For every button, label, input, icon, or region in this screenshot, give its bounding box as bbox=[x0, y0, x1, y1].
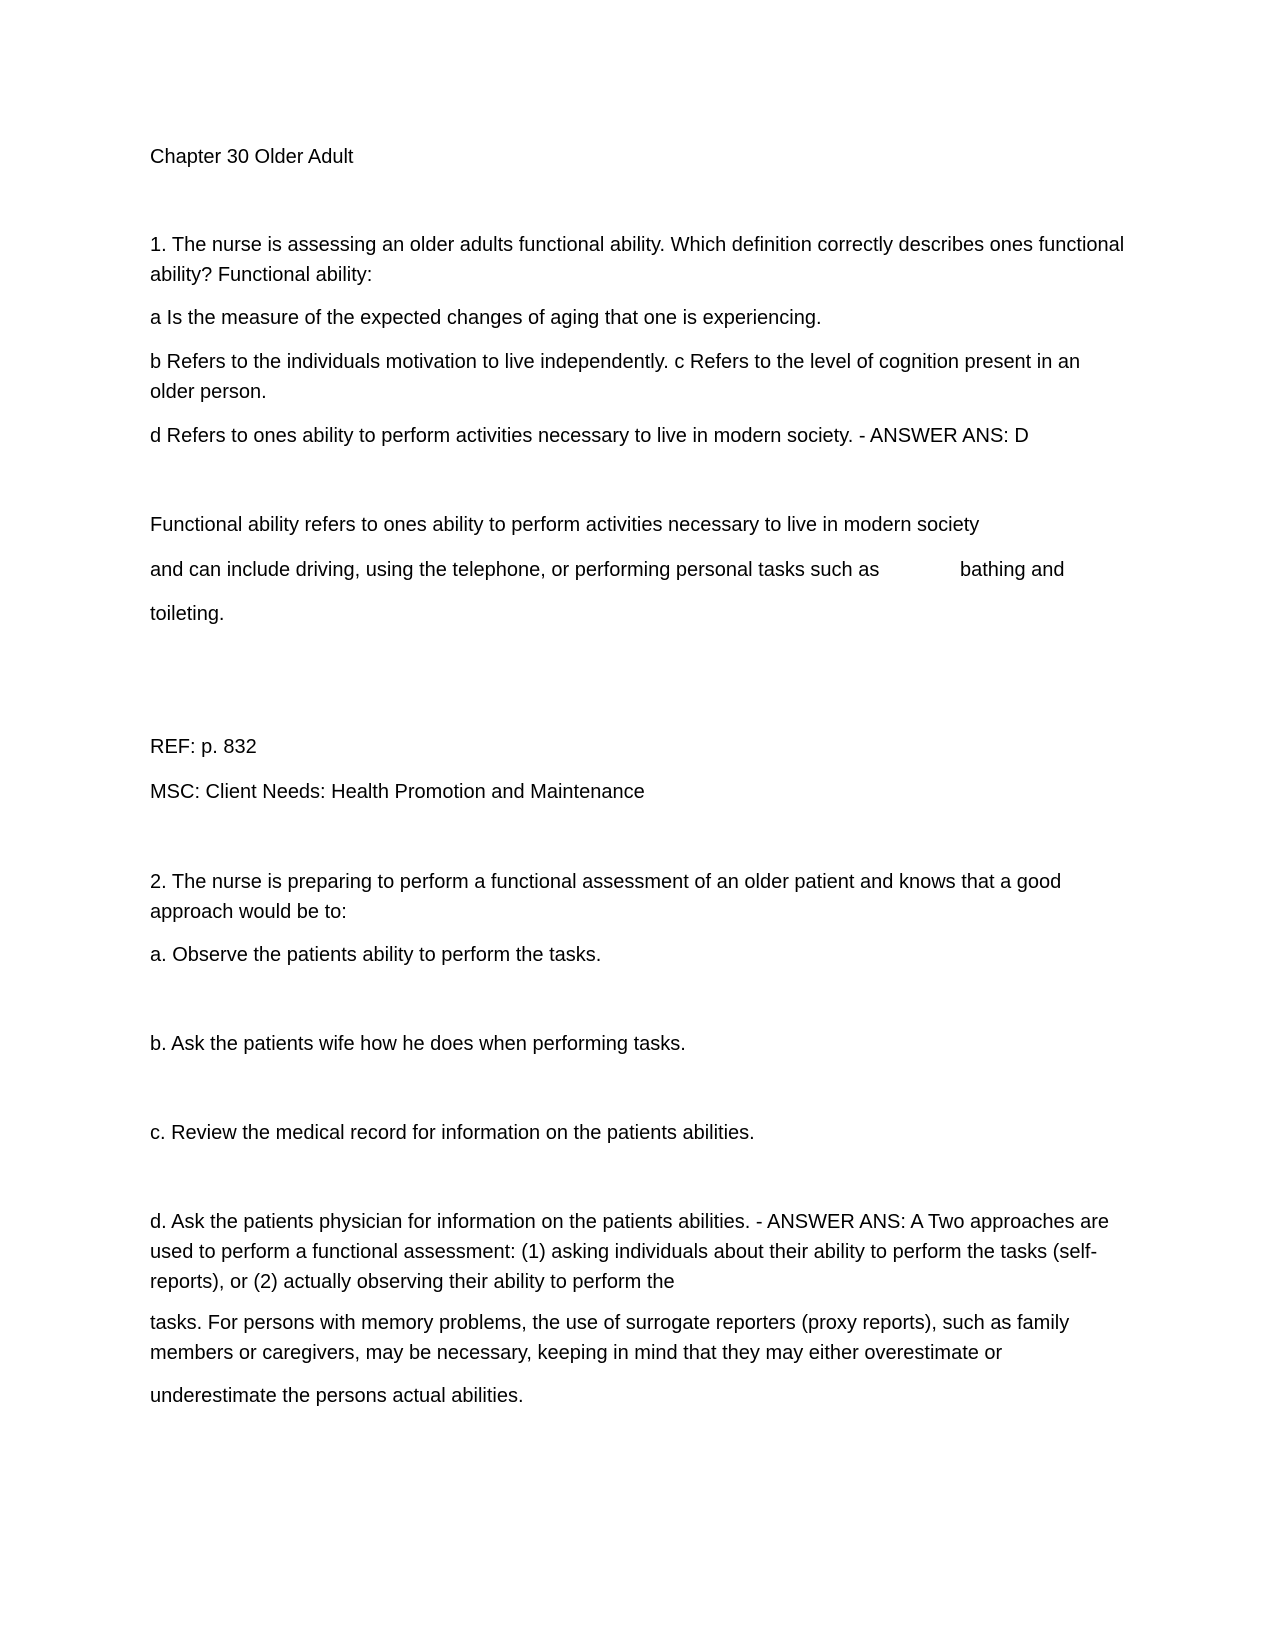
question-2-option-c: c. Review the medical record for information on the patients abilities. bbox=[150, 1122, 755, 1144]
question-1-option-b-c: b Refers to the individuals motivation to live independently. c Refers to the level of cognition present in an older person. bbox=[150, 351, 1081, 403]
question-1-option-d-answer: d Refers to ones ability to perform activities necessary to live in modern society. - ANSWER ANS: D bbox=[150, 425, 1029, 447]
question-2-option-d-answer-rationale: d. Ask the patients physician for information on the patients abilities. - ANSWER ANS: A Two approaches are used to perform a functional assessment: (1) asking individuals about their ability to perform the tasks (self-reports), or (2) actually observing their ability to perform the bbox=[150, 1211, 1110, 1293]
question-1-rationale-line-3: toileting. bbox=[150, 603, 225, 625]
question-2-rationale-continued: tasks. For persons with memory problems, the use of surrogate reporters (proxy reports), such as family members or caregivers, may be necessary, keeping in mind that they may either overestimate or bbox=[150, 1312, 1070, 1364]
question-2-option-a: a. Observe the patients ability to perform the tasks. bbox=[150, 944, 602, 966]
question-1-option-a: a Is the measure of the expected changes of aging that one is experiencing. bbox=[150, 307, 822, 329]
chapter-title: Chapter 30 Older Adult bbox=[150, 146, 354, 168]
question-2-option-b: b. Ask the patients wife how he does when performing tasks. bbox=[150, 1033, 686, 1055]
rationale-line-2-tail: bathing and bbox=[960, 559, 1065, 581]
question-1-rationale-line-1: Functional ability refers to ones ability to perform activities necessary to live in modern society bbox=[150, 514, 980, 536]
question-1-reference: REF: p. 832 bbox=[150, 736, 257, 758]
question-1-rationale-line-2 bbox=[150, 555, 879, 585]
question-2-rationale-end: underestimate the persons actual abilities. bbox=[150, 1385, 524, 1407]
question-2-stem: 2. The nurse is preparing to perform a functional assessment of an older patient and knows that a good approach would be to: bbox=[150, 871, 1062, 923]
question-1-msc: MSC: Client Needs: Health Promotion and Maintenance bbox=[150, 781, 645, 803]
question-1-stem: 1. The nurse is assessing an older adults functional ability. Which definition correctly describes ones functional ability? Functional ability: bbox=[150, 234, 1125, 286]
rationale-line-2-text: and can include driving, using the telephone, or performing personal tasks such as bbox=[150, 559, 880, 581]
